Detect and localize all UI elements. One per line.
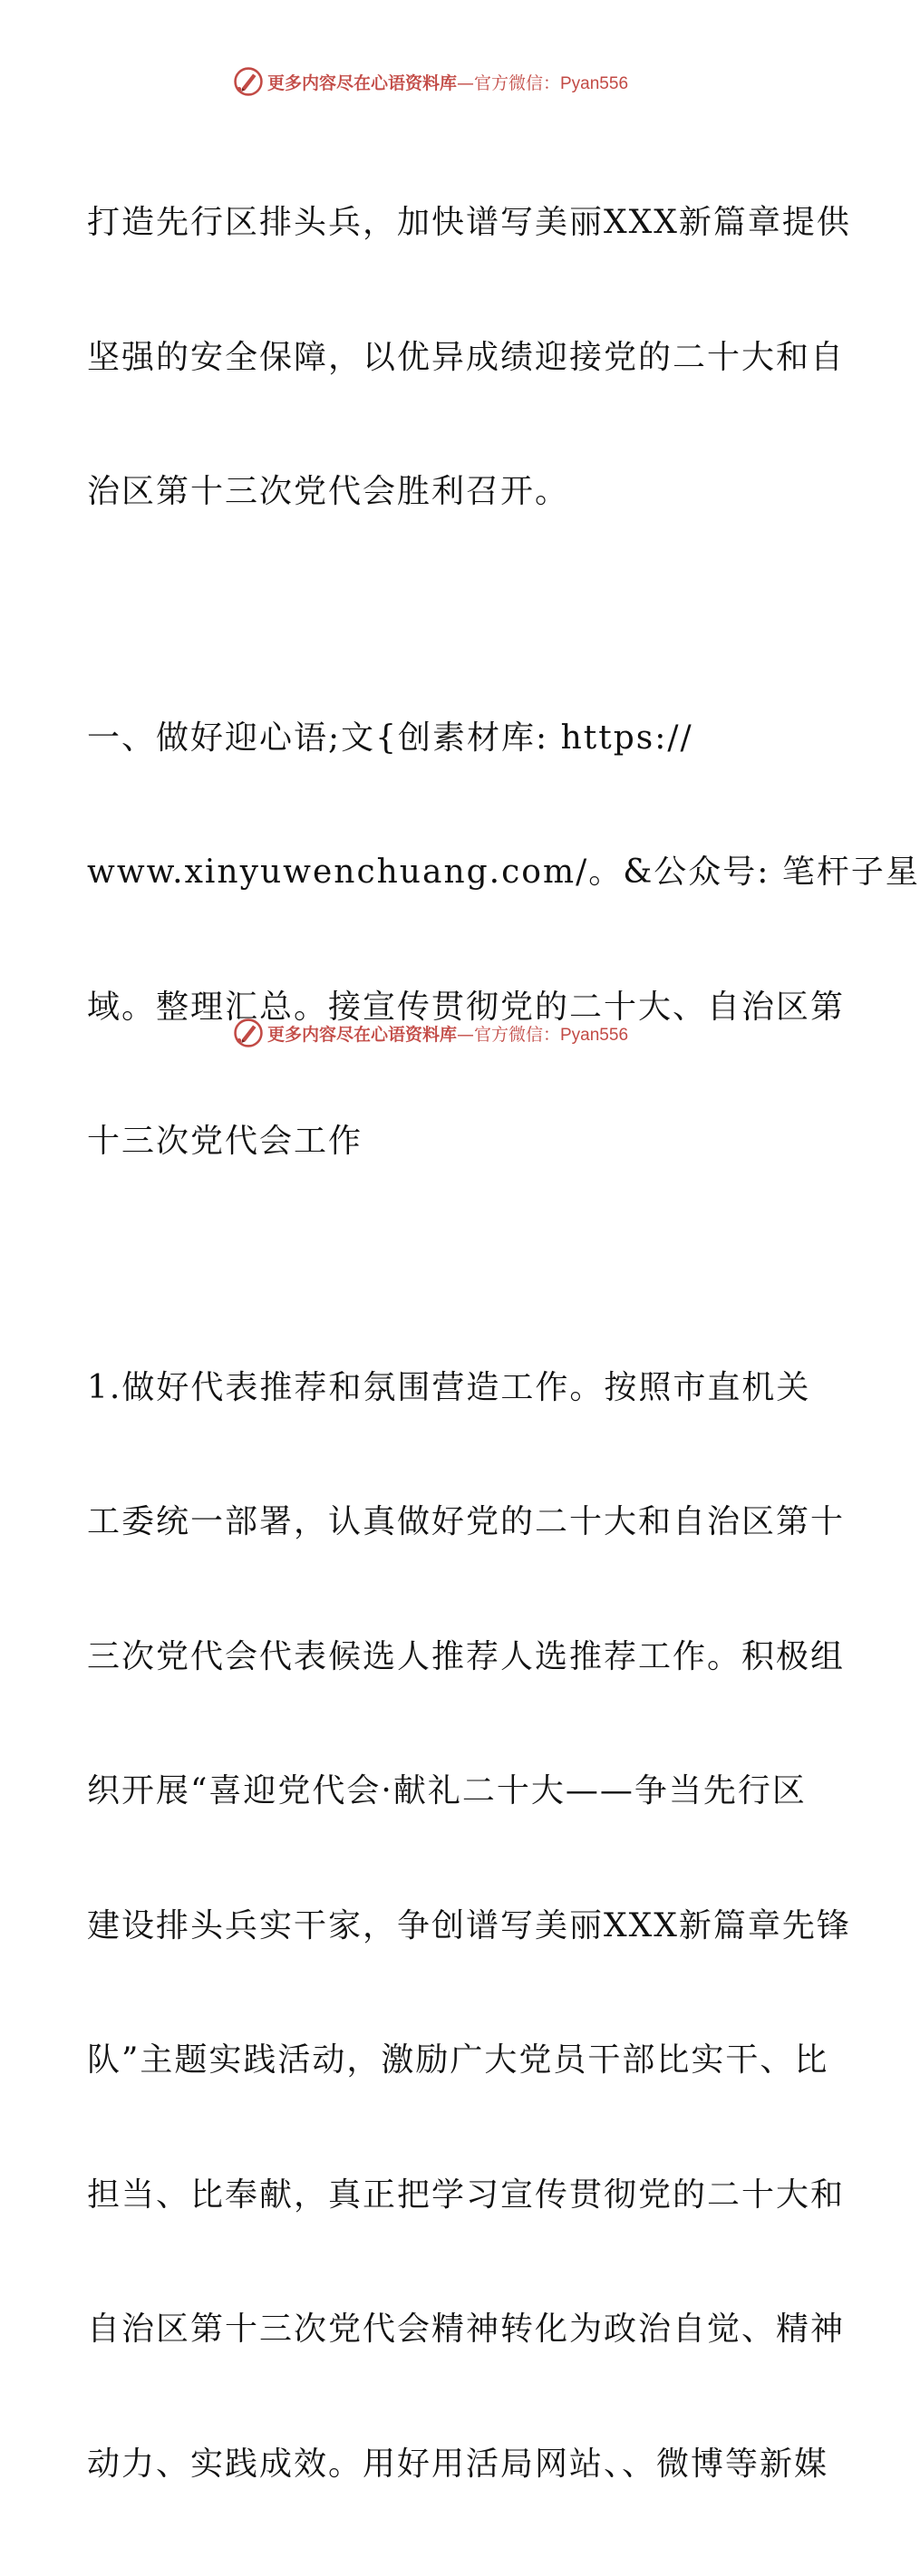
text-line: 建设排头兵实干家，争创谱写美丽XXX新篇章先锋 bbox=[87, 1904, 776, 1949]
text-line: 自治区第十三次党代会精神转化为政治自觉、精神 bbox=[87, 2307, 776, 2352]
text-line: 坚强的安全保障，以优异成绩迎接党的二十大和自 bbox=[87, 335, 776, 381]
text-line: 工委统一部署，认真做好党的二十大和自治区第十 bbox=[87, 1500, 776, 1545]
watermark-main: 更多内容尽在心语资料库 bbox=[267, 1025, 457, 1045]
paragraph-gap bbox=[87, 1254, 776, 1276]
header-watermark bbox=[0, 62, 861, 101]
paragraph-1 bbox=[87, 111, 776, 604]
text-line: 担当、比奉献，真正把学习宣传贯彻党的二十大和 bbox=[87, 2173, 776, 2218]
watermark-separator: — bbox=[457, 1025, 474, 1045]
text-line: 一、做好迎心语;文{创素材库: https:// bbox=[87, 716, 776, 761]
footer-watermark bbox=[0, 1013, 861, 1053]
document-body bbox=[87, 111, 776, 2576]
text-line: 治区第十三次党代会胜利召开。 bbox=[87, 469, 776, 515]
text-line: 1.做好代表推荐和氛围营造工作。按照市直机关 bbox=[87, 1365, 776, 1411]
text-line: 域。整理汇总。接宣传贯彻党的二十大、自治区第 bbox=[87, 985, 776, 1030]
text-line: www.xinyuwenchuang.com/。&公众号: 笔杆子星 bbox=[87, 850, 776, 895]
watermark-label: 官方微信： bbox=[474, 1025, 560, 1045]
paragraph-2 bbox=[87, 626, 776, 1254]
text-line: 队”主题实践活动，激励广大党员干部比实干、比 bbox=[87, 2038, 776, 2083]
watermark-text bbox=[267, 70, 628, 94]
watermark-id: Pyan556 bbox=[560, 1026, 628, 1045]
pen-circle-logo-icon bbox=[233, 66, 264, 97]
text-line: 打造先行区排头兵，加快谱写美丽XXX新篇章提供 bbox=[87, 200, 776, 246]
watermark-text bbox=[267, 1021, 628, 1046]
text-line: 十三次党代会工作 bbox=[87, 1119, 776, 1164]
text-line: 织开展“喜迎党代会·献礼二十大——争当先行区 bbox=[87, 1769, 776, 1814]
watermark-main: 更多内容尽在心语资料库 bbox=[267, 73, 457, 93]
watermark-separator: — bbox=[457, 73, 474, 93]
watermark-label: 官方微信： bbox=[474, 73, 560, 93]
paragraph-gap bbox=[87, 604, 776, 626]
pen-circle-logo-icon bbox=[233, 1018, 264, 1048]
watermark-id: Pyan556 bbox=[560, 74, 628, 93]
paragraph-3 bbox=[87, 1276, 776, 2576]
text-line: 三次党代会代表候选人推荐人选推荐工作。积极组 bbox=[87, 1635, 776, 1680]
text-line: 动力、实践成效。用好用活局网站、、微博等新媒 bbox=[87, 2442, 776, 2487]
